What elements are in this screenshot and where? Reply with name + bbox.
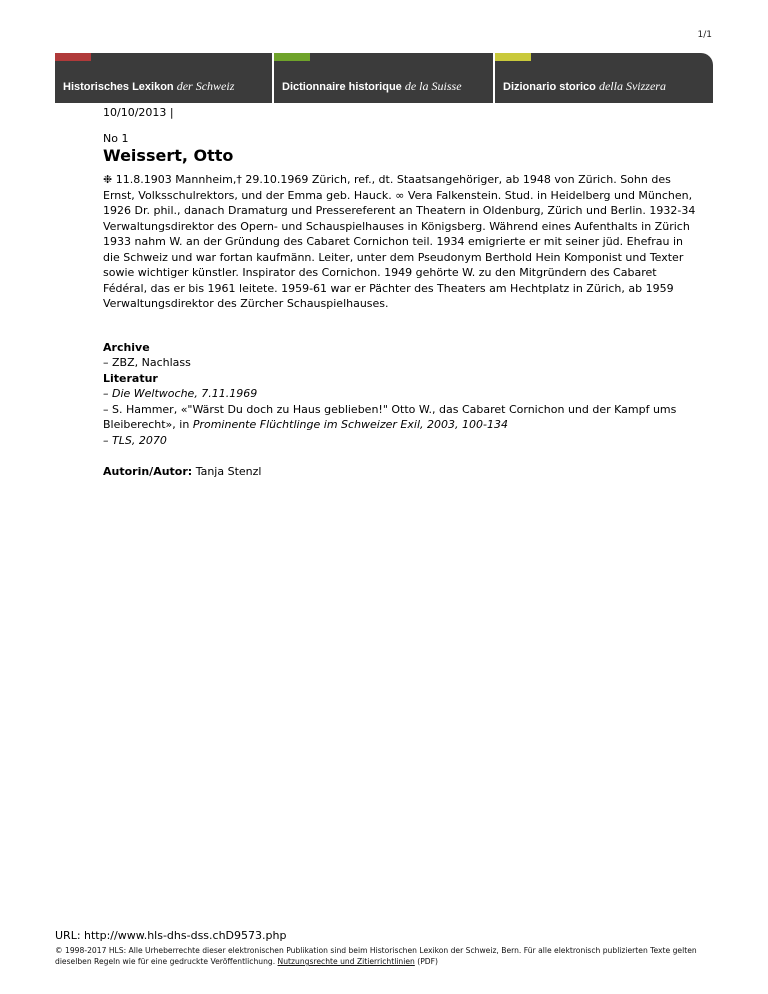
accent-bar-fr [274,53,310,61]
footer-copyright: © 1998-2017 HLS: Alle Urheberrechte dieser elektronischen Publikation sind beim Historischen Lexikon der Schweiz, Bern. Für alle elektronisch publizierten Texte gelten dieselben Regeln wie für eine gedruckte Veröffentlichung. Nutzungsrechte und Zitierrichtlinien (PDF) [55,946,697,966]
author-name: Tanja Stenzl [195,465,262,478]
banner-title-it: Dizionario storico della Svizzera [503,79,666,93]
accent-bar-de [55,53,91,61]
page-number: 1/1 [697,30,712,40]
footer-url: URL: http://www.hls-dhs-dss.chD9573.php [55,929,287,942]
banner-title-fr: Dictionnaire historique de la Suisse [282,79,462,93]
usage-rights-link[interactable]: Nutzungsrechte und Zitierrichtlinien [277,957,415,966]
literature-item: – S. Hammer, «"Wärst Du doch zu Haus geblieben!" Otto W., das Cabaret Cornichon und der Kampf ums Bleiberecht», in Prominente Flüchtlinge im Schweizer Exil, 2003, 100-134 [103,402,677,431]
banner-segment-it[interactable] [495,53,713,103]
page-footer [55,929,725,967]
banner-segment-de[interactable] [55,53,272,103]
archive-heading: Archive [103,340,150,354]
author-label: Autorin/Autor: [103,465,193,478]
sources-section [103,340,703,449]
banner-title-de: Historisches Lexikon der Schweiz [63,79,235,93]
banner-segment-fr[interactable] [274,53,493,103]
literature-item: – TLS, 2070 [103,433,167,447]
article-number: No 1 [103,131,129,145]
article-date: 10/10/2013 | [103,106,174,119]
literature-heading: Literatur [103,371,158,385]
article-title: Weissert, Otto [103,146,234,165]
article-body: ❉ 11.8.1903 Mannheim,† 29.10.1969 Zürich, ref., dt. Staatsangehöriger, ab 1948 von Zürich. Sohn des Ernst, Volksschulrektors, und der Emma geb. Hauck. ∞ Vera Falkenstein. Stud. in Heidelberg und München, 1926 Dr. phil., danach Dramaturg und Pressereferent an Theatern in Oldenburg, Zürich und Berlin. 1932-34 Verwaltungsdirektor des Opern- und Schauspielhauses in Königsberg. Während eines Aufenthalts in Zürich 1933 nahm W. an der Gründung des Cabaret Cornichon teil. 1934 emigrierte er mit seiner jüd. Ehefrau in die Schweiz und war fortan kaufmänn. Leiter, unter dem Pseudonym Berthold Hein Komponist und Texter sowie wichtiger künstler. Inspirator des Cornichon. 1949 gehörte W. zu den Mitgründern des Cabaret Fédéral, das er bis 1961 leitete. 1959-61 war er Pächter des Theaters am Hechtplatz in Zürich, ab 1959 Verwaltungsdirektor des Zürcher Schauspielhauses. [103,173,696,310]
accent-bar-it [495,53,531,61]
hls-banner [55,53,713,103]
literature-item: – Die Weltwoche, 7.11.1969 [103,387,258,400]
article [103,105,703,480]
author-line [103,464,703,480]
archive-item: – ZBZ, Nachlass [103,356,191,369]
